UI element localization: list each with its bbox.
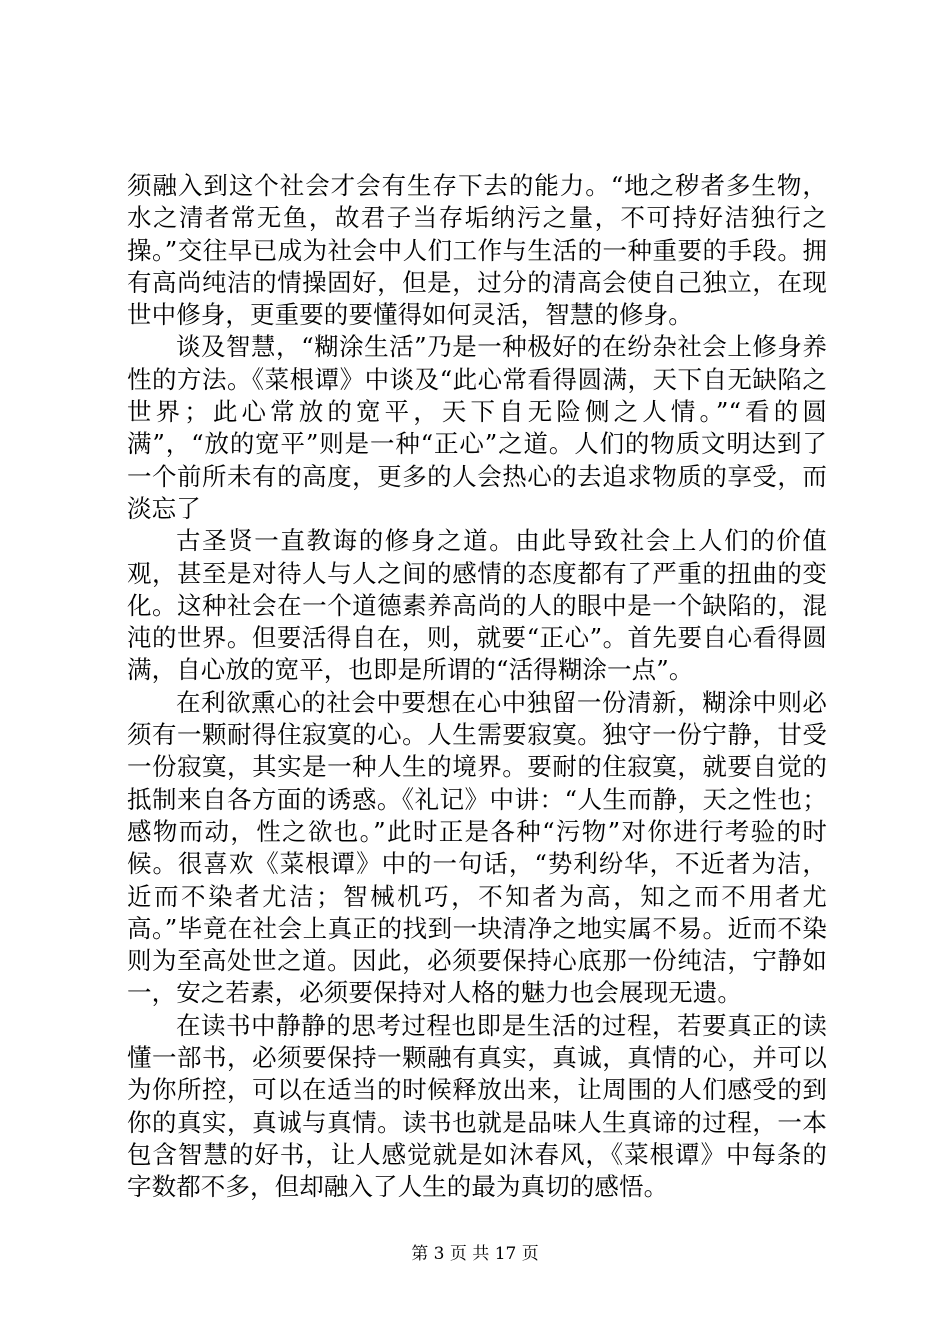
paragraph-1: 须融入到这个社会才会有生存下去的能力。“地之秽者多生物，水之清者常无鱼，故君子当存垢纳污之量，不可持好洁独行之操。”交往早已成为社会中人们工作与生活的一种重要的手段。拥有高尚纯洁的情操固好，但是，过分的清高会使自己独立，在现世中修身，更重要的要懂得如何灵活，智慧的修身。 xyxy=(127,171,827,330)
paragraph-2: 谈及智慧，“糊涂生活”乃是一种极好的在纷杂社会上修身养性的方法。《菜根谭》中谈及“此心常看得圆满，天下自无缺陷之世界；此心常放的宽平，天下自无险侧之人情。”“看的圆满”，“放的宽平”则是一种“正心”之道。人们的物质文明达到了一个前所未有的高度，更多的人会热心的去追求物质的享受，而淡忘了 xyxy=(127,332,827,523)
paragraph-5: 在读书中静静的思考过程也即是生活的过程，若要真正的读懂一部书，必须要保持一颗融有真实，真诚，真情的心，并可以为你所控，可以在适当的时候释放出来，让周围的人们感受的到你的真实，真诚与真情。读书也就是品味人生真谛的过程，一本包含智慧的好书，让人感觉就是如沐春风，《菜根谭》中每条的字数都不多，但却融入了人生的最为真切的感悟。 xyxy=(127,1010,827,1202)
page-footer xyxy=(0,1243,950,1265)
page-number-label: 第 3 页 共 17 页 xyxy=(411,1244,539,1264)
paragraph-3: 古圣贤一直教诲的修身之道。由此导致社会上人们的价值观，甚至是对待人与人之间的感情的态度都有了严重的扭曲的变化。这种社会在一个道德素养高尚的人的眼中是一个缺陷的，混沌的世界。但要活得自在，则，就要“正心”。首先要自心看得圆满，自心放的宽平，也即是所谓的“活得糊涂一点”。 xyxy=(127,526,827,685)
paragraph-4: 在利欲熏心的社会中要想在心中独留一份清新，糊涂中则必须有一颗耐得住寂寞的心。人生需要寂寞。独守一份宁静，甘受一份寂寞，其实是一种人生的境界。要耐的住寂寞，就要自觉的抵制来自各方面的诱惑。《礼记》中讲：“人生而静，天之性也；感物而动，性之欲也。”此时正是各种“污物”对你进行考验的时候。很喜欢《菜根谭》中的一句话，“势利纷华，不近者为洁，近而不染者尤洁；智械机巧，不知者为高，知之而不用者尤高。”毕竟在社会上真正的找到一块清净之地实属不易。近而不染则为至高处世之道。因此，必须要保持心底那一份纯洁，宁静如一，安之若素，必须要保持对人格的魅力也会展现无遗。 xyxy=(127,687,827,1008)
document-body xyxy=(127,170,827,1204)
